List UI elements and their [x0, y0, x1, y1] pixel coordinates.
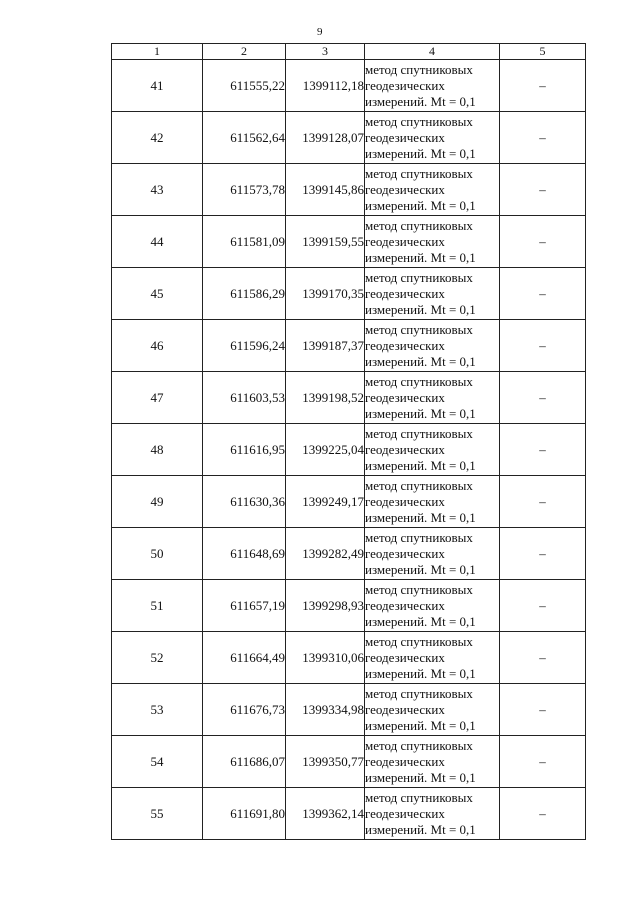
y-coordinate-cell: 1399225,04	[286, 424, 365, 476]
table-row	[112, 60, 586, 112]
y-coordinate-cell: 1399350,77	[286, 736, 365, 788]
header-row	[112, 44, 586, 60]
method-cell: метод спутниковых геодезических измерений. Mt = 0,1	[365, 164, 500, 216]
point-number-cell: 44	[112, 216, 203, 268]
method-cell: метод спутниковых геодезических измерений. Mt = 0,1	[365, 216, 500, 268]
column-header-4: 4	[365, 44, 500, 60]
y-coordinate-cell: 1399187,37	[286, 320, 365, 372]
method-cell: метод спутниковых геодезических измерений. Mt = 0,1	[365, 684, 500, 736]
y-coordinate-cell: 1399128,07	[286, 112, 365, 164]
point-number-cell: 43	[112, 164, 203, 216]
method-cell: метод спутниковых геодезических измерений. Mt = 0,1	[365, 320, 500, 372]
column-header-1: 1	[112, 44, 203, 60]
table-row	[112, 528, 586, 580]
y-coordinate-cell: 1399145,86	[286, 164, 365, 216]
table-row	[112, 112, 586, 164]
method-cell: метод спутниковых геодезических измерений. Mt = 0,1	[365, 736, 500, 788]
table-row	[112, 164, 586, 216]
y-coordinate-cell: 1399159,55	[286, 216, 365, 268]
x-coordinate-cell: 611657,19	[203, 580, 286, 632]
point-number-cell: 53	[112, 684, 203, 736]
note-cell: –	[500, 60, 586, 112]
note-cell: –	[500, 476, 586, 528]
note-cell: –	[500, 580, 586, 632]
x-coordinate-cell: 611603,53	[203, 372, 286, 424]
point-number-cell: 41	[112, 60, 203, 112]
table-row	[112, 736, 586, 788]
method-cell: метод спутниковых геодезических измерений. Mt = 0,1	[365, 424, 500, 476]
x-coordinate-cell: 611596,24	[203, 320, 286, 372]
method-cell: метод спутниковых геодезических измерений. Mt = 0,1	[365, 788, 500, 840]
note-cell: –	[500, 268, 586, 320]
method-cell: метод спутниковых геодезических измерений. Mt = 0,1	[365, 476, 500, 528]
table-row	[112, 268, 586, 320]
note-cell: –	[500, 424, 586, 476]
table-row	[112, 216, 586, 268]
y-coordinate-cell: 1399362,14	[286, 788, 365, 840]
table-body	[112, 60, 586, 840]
method-cell: метод спутниковых геодезических измерений. Mt = 0,1	[365, 528, 500, 580]
x-coordinate-cell: 611586,29	[203, 268, 286, 320]
note-cell: –	[500, 216, 586, 268]
point-number-cell: 46	[112, 320, 203, 372]
y-coordinate-cell: 1399334,98	[286, 684, 365, 736]
column-header-2: 2	[203, 44, 286, 60]
y-coordinate-cell: 1399310,06	[286, 632, 365, 684]
method-cell: метод спутниковых геодезических измерений. Mt = 0,1	[365, 632, 500, 684]
table-row	[112, 788, 586, 840]
method-cell: метод спутниковых геодезических измерений. Mt = 0,1	[365, 268, 500, 320]
note-cell: –	[500, 112, 586, 164]
column-header-3: 3	[286, 44, 365, 60]
table-row	[112, 476, 586, 528]
y-coordinate-cell: 1399170,35	[286, 268, 365, 320]
method-cell: метод спутниковых геодезических измерений. Mt = 0,1	[365, 112, 500, 164]
x-coordinate-cell: 611581,09	[203, 216, 286, 268]
note-cell: –	[500, 320, 586, 372]
x-coordinate-cell: 611676,73	[203, 684, 286, 736]
note-cell: –	[500, 684, 586, 736]
table-row	[112, 320, 586, 372]
note-cell: –	[500, 632, 586, 684]
coordinates-table	[111, 43, 586, 840]
x-coordinate-cell: 611630,36	[203, 476, 286, 528]
note-cell: –	[500, 788, 586, 840]
method-cell: метод спутниковых геодезических измерений. Mt = 0,1	[365, 372, 500, 424]
y-coordinate-cell: 1399249,17	[286, 476, 365, 528]
method-cell: метод спутниковых геодезических измерений. Mt = 0,1	[365, 60, 500, 112]
x-coordinate-cell: 611562,64	[203, 112, 286, 164]
x-coordinate-cell: 611555,22	[203, 60, 286, 112]
y-coordinate-cell: 1399198,52	[286, 372, 365, 424]
note-cell: –	[500, 164, 586, 216]
table-row	[112, 632, 586, 684]
table-row	[112, 580, 586, 632]
y-coordinate-cell: 1399112,18	[286, 60, 365, 112]
point-number-cell: 50	[112, 528, 203, 580]
note-cell: –	[500, 528, 586, 580]
table-row	[112, 424, 586, 476]
table-row	[112, 372, 586, 424]
page-number: 9	[317, 26, 323, 38]
point-number-cell: 51	[112, 580, 203, 632]
column-header-5: 5	[500, 44, 586, 60]
point-number-cell: 48	[112, 424, 203, 476]
point-number-cell: 49	[112, 476, 203, 528]
x-coordinate-cell: 611686,07	[203, 736, 286, 788]
point-number-cell: 45	[112, 268, 203, 320]
point-number-cell: 54	[112, 736, 203, 788]
point-number-cell: 55	[112, 788, 203, 840]
y-coordinate-cell: 1399282,49	[286, 528, 365, 580]
point-number-cell: 52	[112, 632, 203, 684]
x-coordinate-cell: 611573,78	[203, 164, 286, 216]
note-cell: –	[500, 736, 586, 788]
x-coordinate-cell: 611691,80	[203, 788, 286, 840]
x-coordinate-cell: 611664,49	[203, 632, 286, 684]
y-coordinate-cell: 1399298,93	[286, 580, 365, 632]
method-cell: метод спутниковых геодезических измерений. Mt = 0,1	[365, 580, 500, 632]
point-number-cell: 47	[112, 372, 203, 424]
table-row	[112, 684, 586, 736]
point-number-cell: 42	[112, 112, 203, 164]
x-coordinate-cell: 611648,69	[203, 528, 286, 580]
note-cell: –	[500, 372, 586, 424]
x-coordinate-cell: 611616,95	[203, 424, 286, 476]
